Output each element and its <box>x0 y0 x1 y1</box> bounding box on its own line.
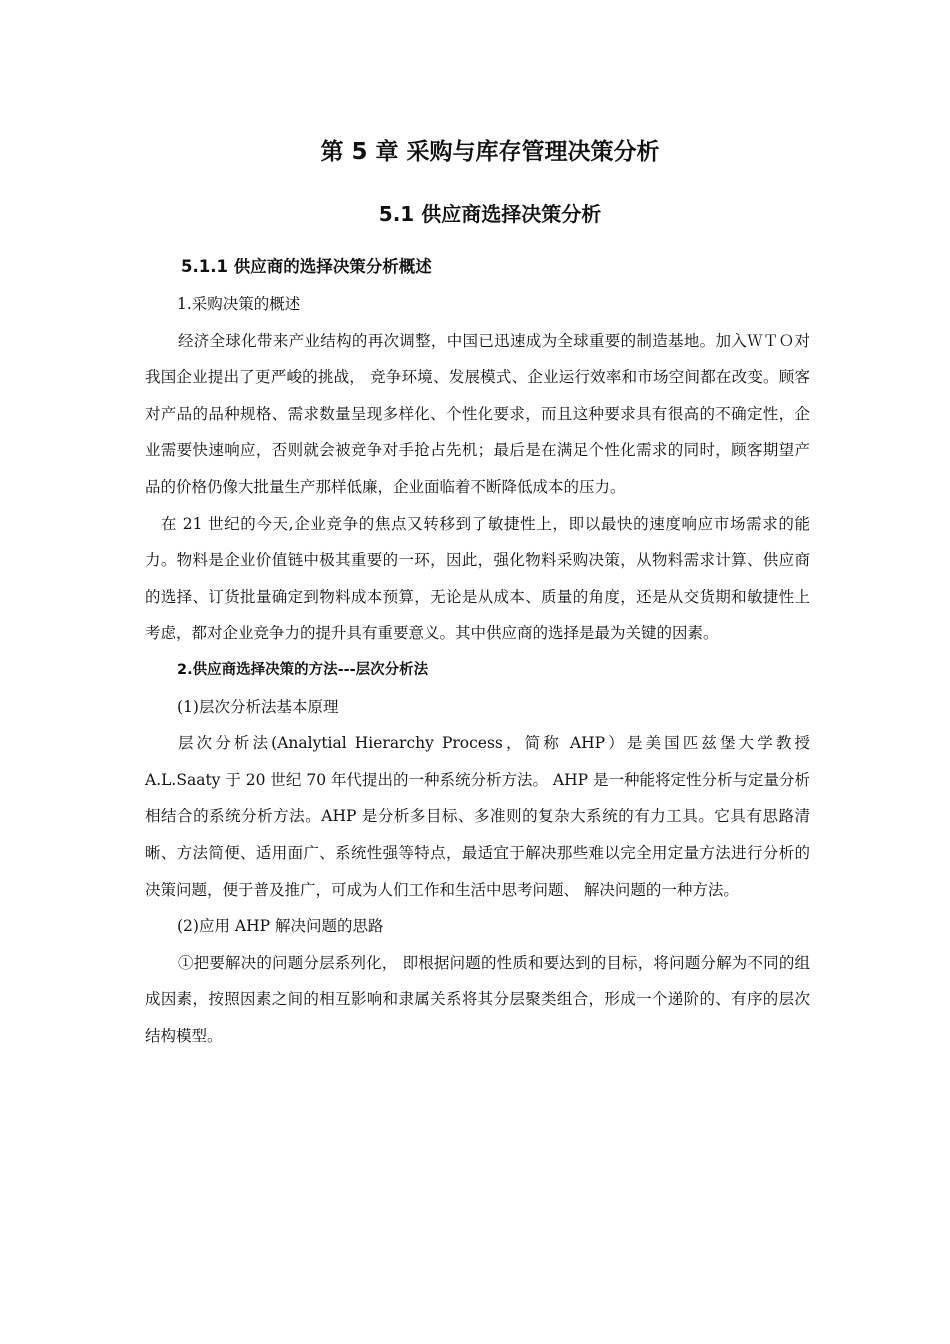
heading-supplier-method: 2.供应商选择决策的方法---层次分析法 <box>177 661 429 678</box>
heading-ahp-approach: (2)应用 AHP 解决问题的思路 <box>177 917 384 936</box>
subsection-title: 5.1.1 供应商的选择决策分析概述 <box>181 257 432 276</box>
document-body <box>145 286 810 1054</box>
paragraph-globalization: 经济全球化带来产业结构的再次调整，中国已迅速成为全球重要的制造基地。加入ＷＴＯ对我国企业提出了更严峻的挑战， 竞争环境、发展模式、企业运行效率和市场空间都在改变。顾客对产品的品种规格、需求数量呈现多样化、个性化要求，而且这种要求具有很高的不确定性，企业需要快速响应，否则就会被竞争对手抢占先机；最后是在满足个性化需求的同时，顾客期望产品的价格仍像大批量生产那样低廉，企业面临着不断降低成本的压力。 <box>145 331 810 496</box>
chapter-title: 第 5 章 采购与库存管理决策分析 <box>320 139 660 165</box>
heading-purchase-decision-overview: 1.采购决策的概述 <box>177 295 301 313</box>
paragraph-ahp-definition: 层次分析法(Analytial Hierarchy Process，简称 AHP）是美国匹兹堡大学教授 A.L.Saaty 于 20 世纪 70 年代提出的一种系统分析方法。 AHP 是一种能将定性分析与定量分析相结合的系统分析方法。AHP 是分析多目标、多准则的复杂大系统的有力工具。它具有思路清晰、方法简便、适用面广、系统性强等特点，最适宜于解决那些难以完全用定量方法进行分析的决策问题，便于普及推广，可成为人们工作和生活中思考问题、 解决问题的一种方法。 <box>145 734 811 899</box>
paragraph-agility: 在 21 世纪的今天,企业竞争的焦点又转移到了敏捷性上，即以最快的速度响应市场需求的能力。物料是企业价值链中极其重要的一环，因此，强化物料采购决策，从物料需求计算、供应商的选择、订货批量确定到物料成本预算，无论是从成本、质量的角度，还是从交货期和敏捷性上考虑，都对企业竞争力的提升具有重要意义。其中供应商的选择是最为关键的因素。 <box>145 514 810 643</box>
heading-ahp-principle: (1)层次分析法基本原理 <box>177 697 339 716</box>
section-title: 5.1 供应商选择决策分析 <box>378 202 602 226</box>
paragraph-ahp-step-one: ①把要解决的问题分层系列化， 即根据问题的性质和要达到的目标，将问题分解为不同的组成因素，按照因素之间的相互影响和隶属关系将其分层聚类组合，形成一个递阶的、有序的层次结构模型。 <box>145 953 810 1045</box>
